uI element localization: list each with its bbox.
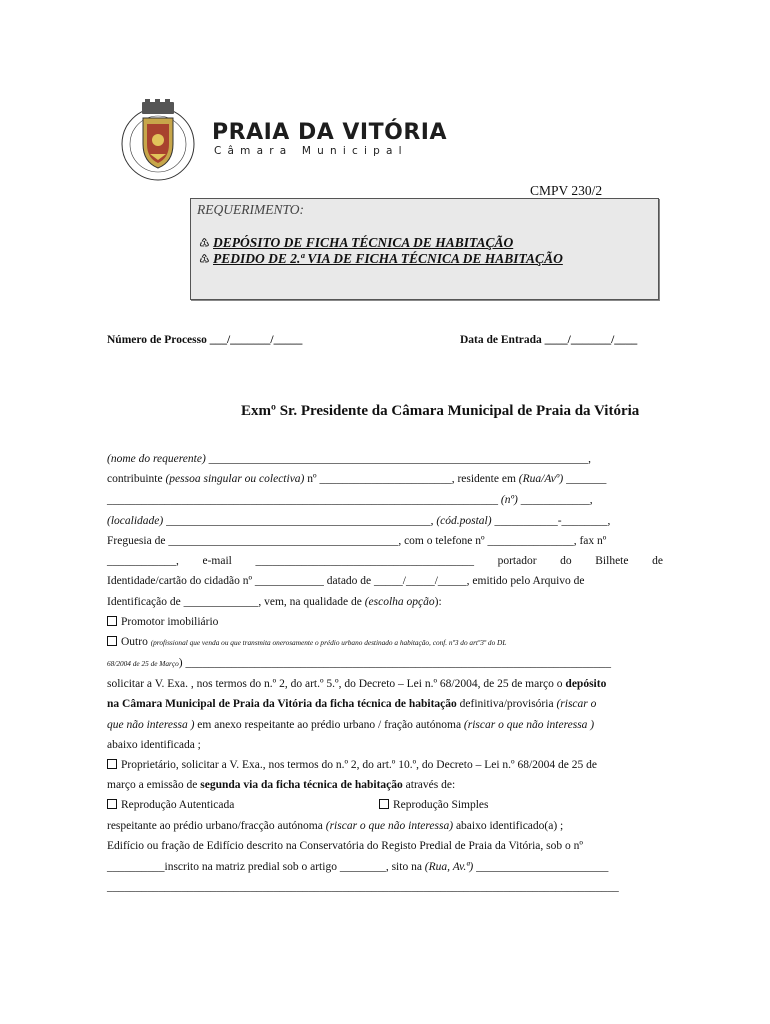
process-number-field[interactable]: Número de Processo ___/_______/_____ xyxy=(107,334,303,346)
address-number-line[interactable]: ____________________________________________________________________ (nº) ____________, xyxy=(107,494,593,506)
repro-simple-option[interactable]: Reprodução Simples xyxy=(379,799,489,811)
identification-line[interactable]: Identificação de _____________, vem, na qualidade de (escolha opção): xyxy=(107,596,442,608)
deposit-paragraph-2: na Câmara Municipal de Praia da Vitória da ficha técnica de habitação definitiva/provisória (riscar o xyxy=(107,698,597,710)
taxpayer-line[interactable]: contribuinte (pessoa singular ou colectiva) nº _______________________, residente em (Rua/Avº) _______ xyxy=(107,473,607,485)
owner-checkbox[interactable] xyxy=(107,759,117,769)
option-icon: ♳ xyxy=(199,236,210,250)
deposit-paragraph-4: abaixo identificada ; xyxy=(107,739,201,751)
option-icon: ♳ xyxy=(199,252,210,266)
requester-name-line[interactable]: (nome do requerente) __________________________________________________________________, xyxy=(107,453,592,465)
addressee-heading: Exmº Sr. Presidente da Câmara Municipal de Praia da Vitória xyxy=(241,403,640,419)
option-promotor[interactable]: Promotor imobiliário xyxy=(107,616,663,628)
registry-line: Edifício ou fração de Edifício descrito na Conservatória do Registo Predial de Praia da Vitória, sob o nº xyxy=(107,840,583,852)
parish-phone-line[interactable]: Freguesia de ________________________________________, com o telefone nº _______________, fax nº xyxy=(107,535,607,547)
matrix-article-line[interactable]: __________inscrito na matriz predial sob o artigo ________, sito na (Rua, Av.ª) _______________________ xyxy=(107,861,609,873)
brand-subtitle: Câmara Municipal xyxy=(214,145,408,157)
repro-authenticated-checkbox[interactable] xyxy=(107,799,117,809)
locality-postal-line[interactable]: (localidade) ______________________________________________, (cód.postal) ___________-________, xyxy=(107,515,611,527)
outro-checkbox[interactable] xyxy=(107,636,117,646)
request-label: REQUERIMENTO: xyxy=(197,202,304,217)
request-option-second-copy[interactable]: ♳ PEDIDO DE 2.ª VIA DE FICHA TÉCNICA DE HABITAÇÃO xyxy=(199,251,563,266)
email-id-line[interactable]: ____________, e-mail ______________________________________ portador do Bilhete de xyxy=(107,555,663,567)
outro-detail-line[interactable]: 68/2004 de 25 de Março) __________________________________________________________________________ xyxy=(107,657,611,669)
option-outro[interactable]: Outro (profissional que venda ou que transmita onerosamente o prédio urbano destinado a habitação, conf. nº3 do artº3º do DL xyxy=(107,636,663,648)
property-reference-line: respeitante ao prédio urbano/fracção autónoma (riscar o que não interessa) abaixo identificado(a) ; xyxy=(107,820,564,832)
form-code: CMPV 230/2 xyxy=(530,183,603,198)
entry-date-field[interactable]: Data de Entrada ____/_______/____ xyxy=(460,334,638,346)
brand-title: PRAIA DA VITÓRIA xyxy=(212,120,447,145)
repro-authenticated-option[interactable]: Reprodução Autenticada xyxy=(107,799,234,811)
repro-simple-checkbox[interactable] xyxy=(379,799,389,809)
id-card-line[interactable]: Identidade/cartão do cidadão nº ____________ datado de _____/_____/_____, emitido pelo Arquivo de xyxy=(107,575,585,587)
option-owner[interactable]: Proprietário, solicitar a V. Exa., nos termos do n.º 2, do art.º 10.º, do Decreto – Lei n.º 68/2004 de 25 de xyxy=(107,759,663,771)
deposit-paragraph-1: solicitar a V. Exa. , nos termos do n.º 2, do art.º 5.º, do Decreto – Lei n.º 68/2004, de 25 de março o depósito xyxy=(107,678,607,690)
municipal-crest-logo xyxy=(116,98,200,182)
promotor-checkbox[interactable] xyxy=(107,616,117,626)
request-option-deposit[interactable]: ♳ DEPÓSITO DE FICHA TÉCNICA DE HABITAÇÃO xyxy=(199,235,514,250)
second-copy-paragraph: março a emissão de segunda via da ficha técnica de habitação através de: xyxy=(107,779,456,791)
request-type-box xyxy=(190,198,659,300)
reproduction-options xyxy=(107,799,663,811)
deposit-paragraph-3: que não interessa ) em anexo respeitante ao prédio urbano / fração autónoma (riscar o que não interessa ) xyxy=(107,719,595,731)
final-blank-line[interactable]: _________________________________________________________________________________________ xyxy=(107,881,619,893)
